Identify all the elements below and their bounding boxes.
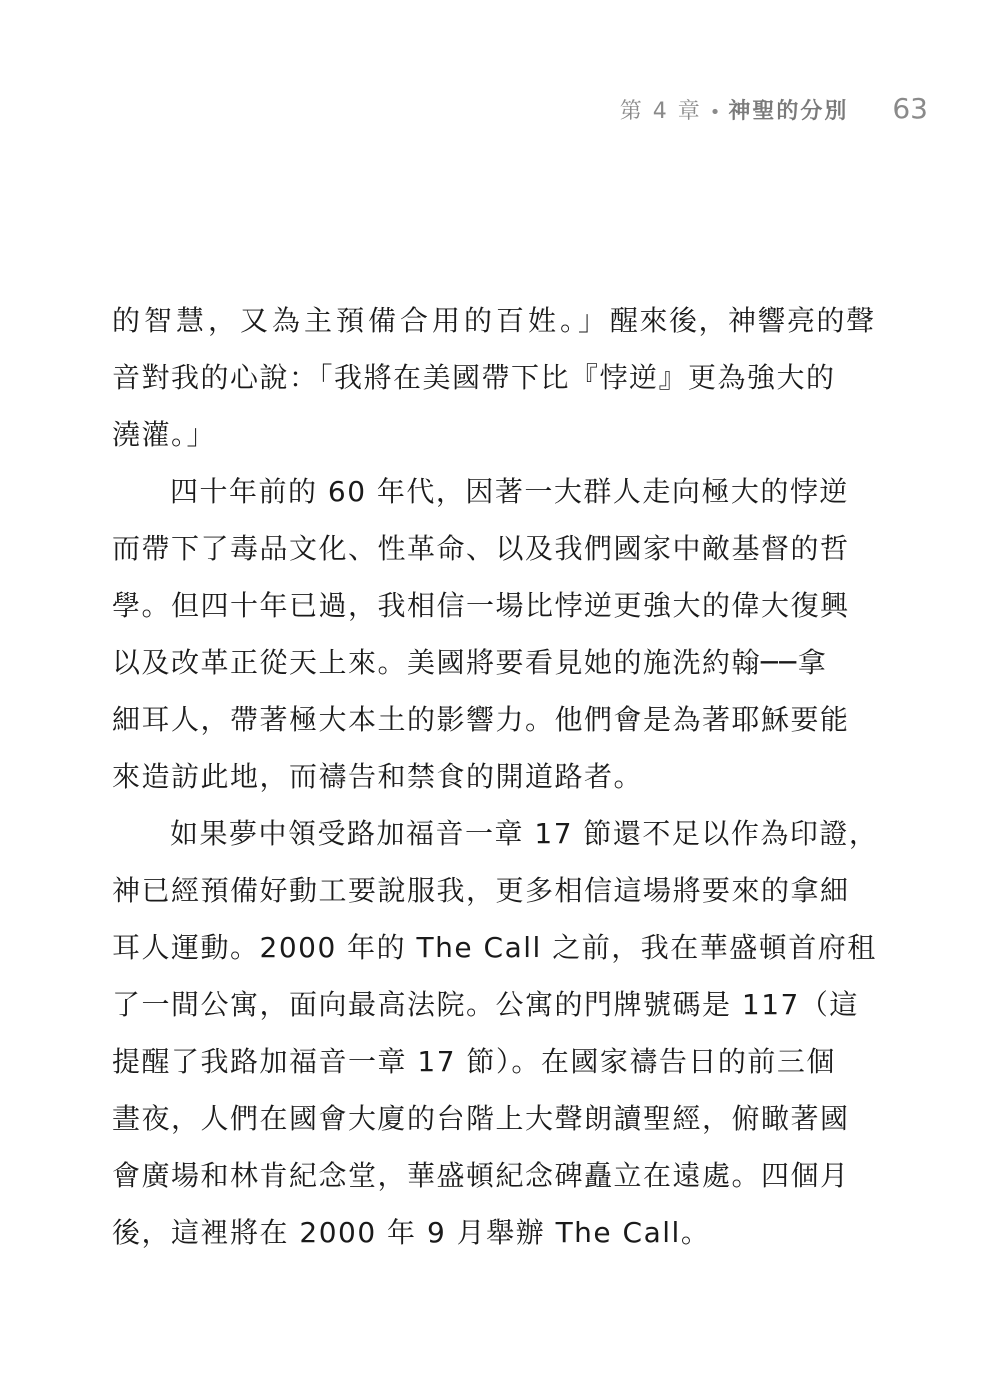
text-line: 神已經預備好動工要說服我，更多相信這場將要來的拿細 [112, 874, 850, 907]
line-segment: 醒來後，神響亮的聲 [610, 304, 876, 337]
body-text [112, 292, 879, 1261]
paragraph-start-line: 如果夢中領受路加福音一章 17 節還不足以作為印證， [170, 817, 879, 850]
text-line: 澆灌。」 [112, 418, 217, 451]
chapter-label: 第 4 章 [619, 99, 702, 124]
quote-serif-segment: 的智慧，又為主預備合用的百姓。」 [112, 304, 611, 337]
text-line: 提醒了我路加福音一章 17 節）。在國家禱告日的前三個 [112, 1045, 836, 1078]
text-line: 而帶下了毒品文化、性革命、以及我們國家中敵基督的哲 [112, 532, 850, 565]
page-number: 63 [892, 92, 928, 125]
running-header [620, 92, 928, 125]
header-bullet: • [709, 102, 723, 123]
paragraph-start-line: 四十年前的 60 年代，因著一大群人走向極大的悖逆 [170, 475, 849, 508]
text-line: 以及改革正從天上來。美國將要看見她的施洗約翰──拿 [112, 646, 828, 679]
text-line [112, 292, 876, 349]
text-line: 細耳人，帶著極大本土的影響力。他們會是為著耶穌要能 [112, 703, 850, 736]
text-line: 會廣場和林肯紀念堂，華盛頓紀念碑矗立在遠處。四個月 [112, 1159, 850, 1192]
text-line: 音對我的心說：「我將在美國帶下比『悖逆』更為強大的 [112, 361, 836, 394]
text-line: 來造訪此地，而禱告和禁食的開道路者。 [112, 760, 644, 793]
text-line: 了一間公寓，面向最高法院。公寓的門牌號碼是 117（這 [112, 988, 859, 1021]
text-line: 耳人運動。2000 年的 The Call 之前，我在華盛頓首府租 [112, 931, 877, 964]
text-line: 晝夜，人們在國會大廈的台階上大聲朗讀聖經，俯瞰著國 [112, 1102, 850, 1135]
chapter-title: 神聖的分別 [728, 99, 849, 124]
text-line: 學。但四十年已過，我相信一場比悖逆更強大的偉大復興 [112, 589, 850, 622]
text-line: 後，這裡將在 2000 年 9 月舉辦 The Call。 [112, 1216, 711, 1249]
